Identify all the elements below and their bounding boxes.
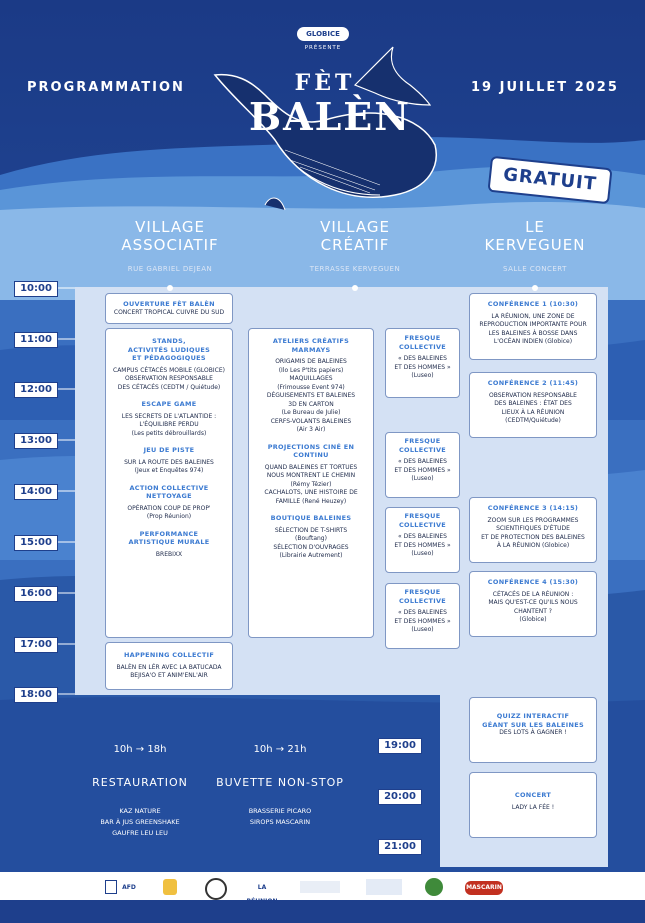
fresque-line: (Luseo): [411, 475, 434, 482]
stands-line: OBSERVATION RESPONSABLE: [125, 375, 213, 382]
conference-2-line: LIEUX À LA RÉUNION: [501, 408, 565, 416]
projections-line: NOUS MONTRENT LE CHEMIN: [266, 472, 356, 479]
fresque-title-2: COLLECTIVE: [398, 445, 447, 454]
col-head-kerveguen-line2: KERVEGUEN: [484, 236, 586, 254]
projections-line: QUAND BALEINES ET TORTUES: [264, 463, 358, 471]
stands-line: DES CÉTACÉS (CEDTM / Quiétude): [117, 383, 221, 391]
ateliers-line: MAQUILLAGES: [289, 375, 333, 382]
opening-card: [105, 293, 233, 324]
conference-2-line: (CEDTM/Quiétude): [505, 417, 561, 424]
buvette-hours: 10h → 21h: [253, 744, 307, 755]
concert-title: CONCERT: [514, 791, 552, 799]
free-badge: GRATUIT: [487, 156, 612, 205]
conference-4-line: (Globice): [519, 616, 547, 623]
col-head-kerveguen-line1: LE: [525, 218, 545, 236]
conference-4-line: CHANTENT ?: [514, 607, 552, 615]
ateliers-line: CERFS-VOLANTS BALEINES: [270, 417, 352, 425]
conference-1-line: LA RÉUNION, UNE ZONE DE: [491, 312, 575, 320]
time-label: 12:00: [14, 382, 58, 398]
conference-4-card: [469, 571, 597, 637]
col-head-creatif-line1: VILLAGE: [320, 218, 390, 236]
fresque-title-1: FRESQUE: [404, 334, 441, 342]
conference-3-card: [469, 497, 597, 563]
conference-3-title: CONFÉRENCE 3 (14:15): [487, 504, 579, 512]
projections-line: FAMILLE (René Heuzey): [275, 497, 347, 505]
action-title-2: NETTOYAGE: [146, 492, 192, 500]
boutique-title: BOUTIQUE BALEINES: [270, 514, 352, 522]
title-line-1: FÈT: [294, 70, 356, 96]
quiz-title-1: QUIZZ INTERACTIF: [496, 712, 570, 720]
opening-title: OUVERTURE FÈT BALÈN: [123, 300, 215, 308]
time-label: 18:00: [14, 687, 58, 703]
concert-line: LADY LA FÉE !: [511, 803, 555, 811]
sponsor-logo: LA RÉUNION: [246, 884, 278, 905]
ateliers-line: 3D EN CARTON: [288, 400, 334, 408]
piste-title: JEU DE PISTE: [143, 446, 195, 454]
happening-card: [105, 642, 233, 690]
conference-2-line: OBSERVATION RESPONSABLE: [489, 391, 577, 399]
perf-title-2: ARTISTIQUE MURALE: [128, 538, 210, 546]
fresque-line: « DES BALEINES: [398, 355, 447, 362]
col-head-creatif-line2: CRÉATIF: [320, 236, 390, 254]
conference-1-line: L'OCÉAN INDIEN (Globice): [493, 338, 573, 345]
happening-line: BEJISA'O ET ANIM'ENL'AIR: [130, 672, 208, 679]
time-label: 10:00: [14, 281, 58, 297]
projections-title-2: CONTINU: [293, 451, 329, 459]
col-location-kerveguen: SALLE CONCERT: [503, 265, 567, 273]
globice-logo: GLOBICE: [297, 27, 349, 41]
stands-title-1: STANDS,: [152, 337, 186, 345]
piste-line: SUR LA ROUTE DES BALEINES: [124, 458, 214, 466]
restauration-hours: 10h → 18h: [113, 744, 167, 755]
conference-1-line: LES BALEINES À BOSSE DANS: [488, 329, 578, 337]
boutique-line: SÉLECTION DE T-SHIRTS: [274, 526, 348, 534]
sponsor-logo: [163, 879, 177, 895]
conference-2-card: [469, 372, 597, 438]
time-label: 17:00: [14, 637, 58, 653]
time-label: 19:00: [378, 738, 422, 754]
fresque-line: (Luseo): [411, 626, 434, 633]
conference-3-line: ZOOM SUR LES PROGRAMMES: [487, 516, 579, 524]
fresque-line: « DES BALEINES: [398, 458, 447, 465]
conference-1-title: CONFÉRENCE 1 (10:30): [487, 300, 579, 308]
quiz-title-2: GÉANT SUR LES BALEINES: [482, 720, 584, 729]
perf-title-1: PERFORMANCE: [139, 529, 199, 538]
col-head-associatif-line1: VILLAGE: [135, 218, 205, 236]
sponsor-logo: [105, 880, 117, 894]
col-location-creatif: TERRASSE KERVEGUEN: [309, 265, 401, 273]
ateliers-card: [248, 328, 374, 638]
fresque-title-1: FRESQUE: [404, 588, 441, 596]
time-label: 13:00: [14, 433, 58, 449]
stands-title-2: ACTIVITÉS LUDIQUES: [127, 345, 211, 354]
fresque-line: « DES BALEINES: [398, 609, 447, 616]
ateliers-title-1: ATELIERS CRÉATIFS: [272, 337, 350, 345]
stands-title-3: ET PÉDAGOGIQUES: [132, 354, 206, 362]
sponsor-logo: AFD: [122, 884, 136, 891]
conference-1-card: [469, 293, 597, 360]
happening-line: BALÈN EN LÉR AVEC LA BATUCADA: [116, 663, 222, 671]
conference-3-line: À LA RÉUNION (Globice): [496, 542, 570, 549]
fresque-title-1: FRESQUE: [404, 512, 441, 520]
fresque-card: [385, 328, 460, 398]
stands-line: CAMPUS CÉTACÉS MOBILE (GLOBICE): [113, 366, 225, 374]
boutique-line: (Bouftang): [295, 535, 327, 542]
buvette-title: BUVETTE NON-STOP: [216, 776, 344, 789]
fresque-line: ET DES HOMMES »: [394, 617, 451, 625]
fresque-line: ET DES HOMMES »: [394, 363, 451, 371]
time-label: 16:00: [14, 586, 58, 602]
col-head-associatif-line2: ASSOCIATIF: [121, 236, 219, 254]
restauration-title: RESTAURATION: [92, 776, 188, 789]
projections-title-1: PROJECTIONS CINÉ EN: [267, 442, 355, 451]
ateliers-line: ORIGAMIS DE BALEINES: [275, 358, 347, 365]
fresque-title-1: FRESQUE: [404, 437, 441, 445]
conference-2-line: DES BALEINES : ÉTAT DES: [494, 400, 572, 407]
ateliers-title-2: MARMAYS: [291, 345, 331, 354]
fresque-line: ET DES HOMMES »: [394, 466, 451, 474]
conference-4-line: MAIS QU'EST-CE QU'ILS NOUS: [488, 599, 578, 606]
escape-line: L'ÉQUILIBRE PERDU: [139, 421, 199, 428]
conference-3-line: ET DE PROTECTION DES BALEINES: [481, 533, 585, 541]
fresque-line: (Luseo): [411, 372, 434, 379]
projections-line: CACHALOTS, UNE HISTOIRE DE: [264, 489, 358, 496]
boutique-line: SÉLECTION D'OUVRAGES: [273, 543, 349, 551]
restauration-item: BAR À JUS GREENSHAKE: [100, 818, 180, 826]
ateliers-line: (Le Bureau de Julie): [281, 409, 341, 416]
sponsor-logo: [205, 878, 227, 900]
ateliers-line: DÉGUISEMENTS ET BALEINES: [266, 392, 356, 399]
perf-line: BREBIXX: [155, 550, 183, 558]
sponsor-logo: [300, 881, 340, 893]
fresque-line: « DES BALEINES: [398, 533, 447, 540]
fresque-card: [385, 583, 460, 649]
escape-title: ESCAPE GAME: [141, 400, 197, 408]
action-title-1: ACTION COLLECTIVE: [129, 483, 209, 492]
programmation-label: PROGRAMMATION: [27, 80, 185, 95]
restauration-list: [75, 806, 205, 839]
ateliers-line: (Frimousse Event 974): [277, 383, 345, 391]
escape-line: (Les petits débrouillards): [131, 429, 207, 437]
time-label: 14:00: [14, 484, 58, 500]
escape-line: LES SECRETS DE L'ATLANTIDE :: [121, 412, 217, 420]
time-label: 21:00: [378, 839, 422, 855]
ateliers-line: (Air 3 Air): [296, 426, 326, 433]
sponsor-logo: [528, 879, 556, 895]
sponsor-logo: [366, 879, 402, 895]
restauration-item: KAZ NATURE: [119, 807, 161, 815]
conference-1-line: REPRODUCTION IMPORTANTE POUR: [479, 321, 587, 328]
sponsor-logo: [425, 878, 443, 896]
fresque-line: ET DES HOMMES »: [394, 541, 451, 549]
time-label: 11:00: [14, 332, 58, 348]
happening-title: HAPPENING COLLECTIF: [123, 651, 215, 659]
col-location-associatif: RUE GABRIEL DEJEAN: [127, 265, 213, 273]
stands-card: [105, 328, 233, 638]
fresque-card: [385, 432, 460, 498]
projections-line: (Rémy Tézier): [290, 480, 332, 488]
conference-3-line: SCIENTIFIQUES D'ÉTUDE: [496, 525, 570, 532]
fresque-title-2: COLLECTIVE: [398, 596, 447, 605]
quiz-line: DES LOTS À GAGNER !: [499, 729, 567, 736]
buvette-item: BRASSERIE PICARO: [248, 807, 312, 815]
fresque-title-2: COLLECTIVE: [398, 342, 447, 351]
buvette-list: [215, 806, 345, 828]
boutique-line: (Librairie Autrement): [279, 552, 343, 559]
action-line: OPÉRATION COUP DE PROP': [127, 504, 211, 512]
fresque-title-2: COLLECTIVE: [398, 520, 447, 529]
concert-card: [469, 772, 597, 838]
opening-body: CONCERT TROPICAL CUIVRE DU SUD: [113, 308, 225, 316]
ateliers-line: (Ilo Les P'tits papiers): [278, 366, 344, 374]
buvette-item: SIROPS MASCARIN: [249, 818, 311, 826]
quiz-card: [469, 697, 597, 763]
presents-label: PRÉSENTE: [304, 45, 342, 51]
conference-4-title: CONFÉRENCE 4 (15:30): [487, 578, 579, 586]
conference-4-line: CÉTACÉS DE LA RÉUNION :: [492, 590, 574, 598]
sponsor-logo: MASCARIN: [465, 881, 503, 895]
restauration-item: GAUFRE LEU LEU: [112, 829, 168, 837]
time-label: 15:00: [14, 535, 58, 551]
fresque-line: (Luseo): [411, 550, 434, 557]
action-line: (Prop Réunion): [146, 513, 192, 520]
time-label: 20:00: [378, 789, 422, 805]
event-date: 19 JUILLET 2025: [471, 80, 619, 95]
conference-2-title: CONFÉRENCE 2 (11:45): [487, 379, 579, 387]
piste-line: (Jeux et Enquêtes 974): [134, 467, 204, 474]
fresque-card: [385, 507, 460, 573]
title-line-2: BALÈN: [248, 94, 412, 139]
